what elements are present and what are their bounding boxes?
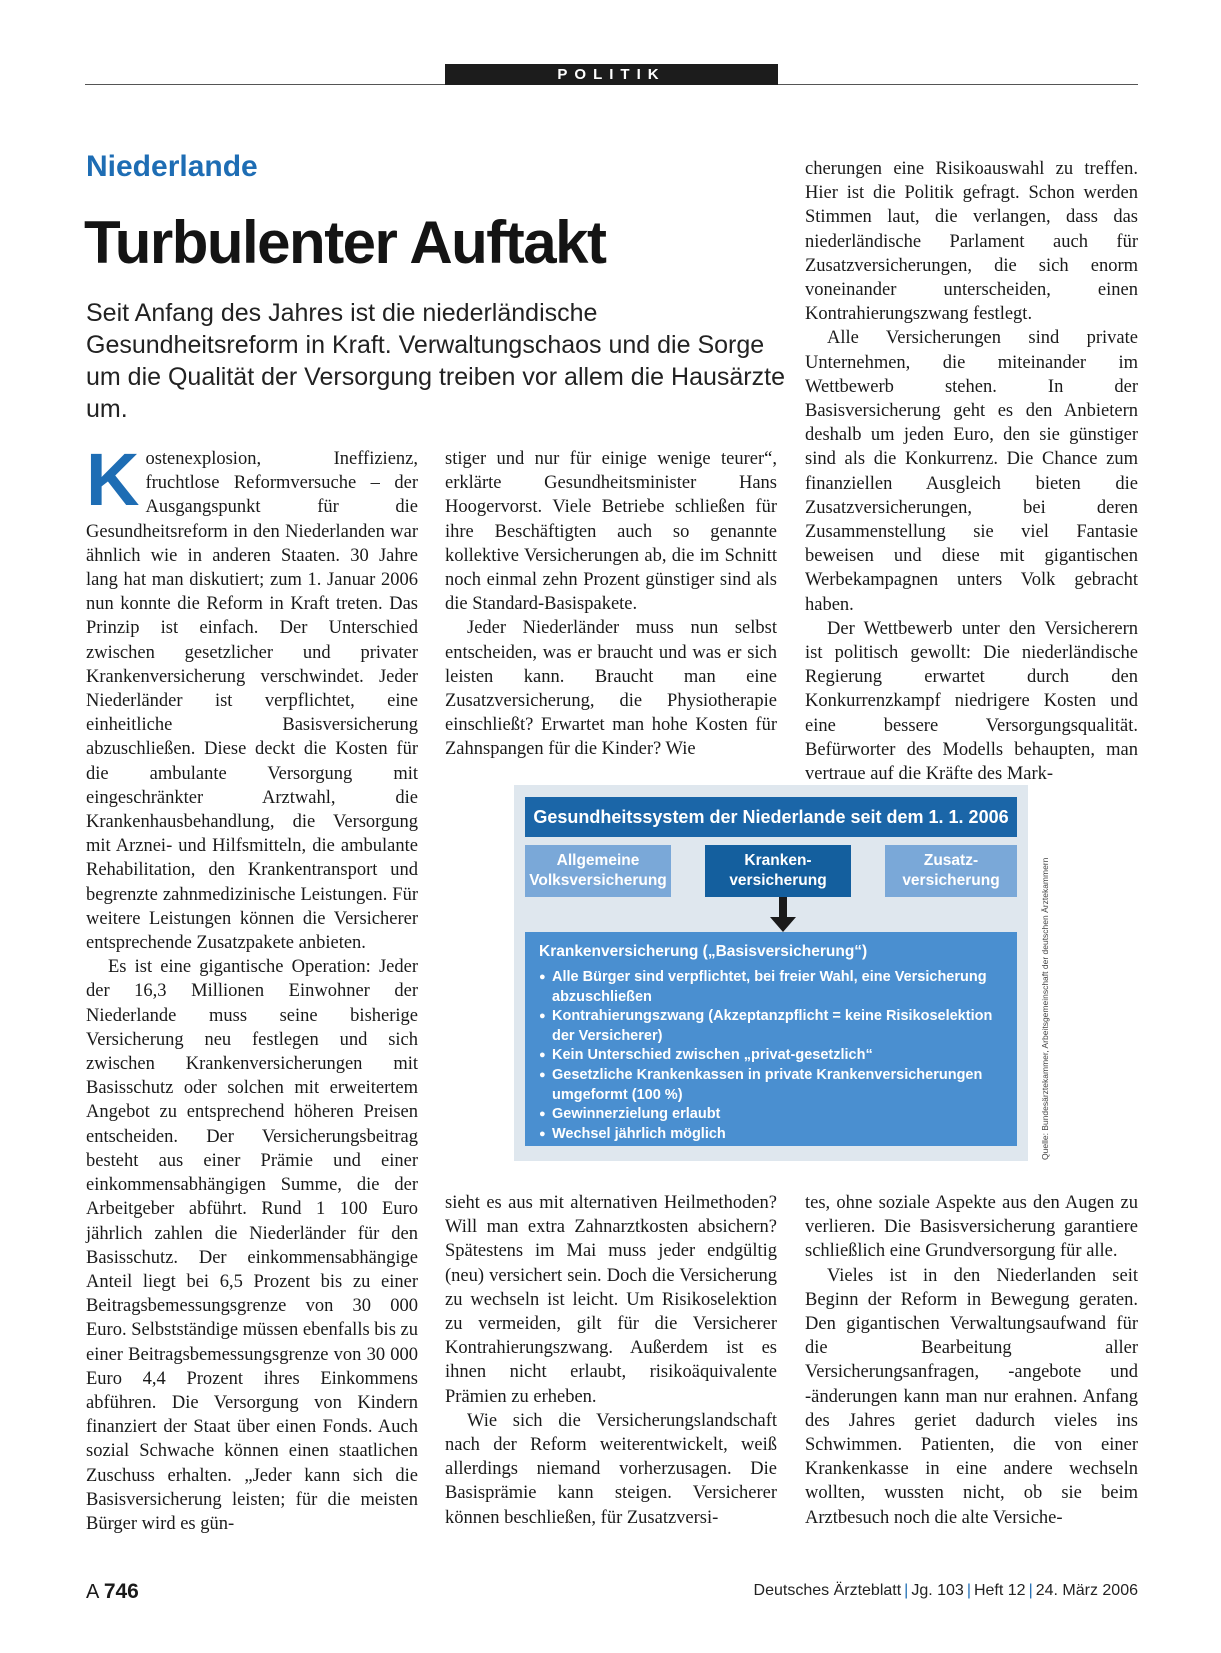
- drop-cap: K: [86, 438, 140, 521]
- list-item: ● Gewinnerzielung erlaubt: [539, 1105, 1009, 1125]
- page-number: A 746: [86, 1580, 139, 1603]
- paragraph: Alle Versicherungen sind private Unternehmen, die miteinander im Wettbewerb stehen. In der Basisversicherung geht es den Anbietern deshalb um jeden Euro, den sie günstiger sind als die Konkurrenz. Die Chance zum finanziellen Ausgleich bieten die Zusatzversicherungen, bei deren Zusammenstellung sie viel Fantasie beweisen und diese mit gigantischen Werbekampagnen unters Volk gebracht haben.: [805, 328, 1138, 615]
- journal-name: Deutsches Ärzteblatt: [753, 1582, 902, 1599]
- infographic: [514, 785, 1028, 1161]
- paragraph: Kostenexplosion, Ineffizienz, fruchtlose Reformversuche – der Ausgangspunkt für die Gesundheitsreform in den Niederlanden war ähnlich wie in anderen Staaten. 30 Jahre lang hat man diskutiert; zum 1. Januar 2006 nun konnte die Reform in Kraft treten. Das Prinzip ist einfach. Der Unterschied zwischen gesetzlicher und privater Krankenversicherung verschwindet. Jeder Niederländer ist verpflichtet, eine einheitliche Basisversicherung abzuschließen. Diese deckt die Kosten für die ambulante Versorgung mit eingeschränkter Arztwahl, die Krankenhausbehandlung, die Versorgung mit Arznei- und Hilfsmitteln, die ambulante Rehabilitation, den Krankentransport und begrenzte zahnmedizinische Leistungen. Für weitere Leistungen können die Versicherer entsprechende Zusatzpakete anbieten.: [86, 438, 418, 954]
- infographic-panel-title: Krankenversicherung („Basisversicherung“): [539, 943, 868, 960]
- paragraph: tes, ohne soziale Aspekte aus den Augen zu verlieren. Die Basisversicherung garantiere schließlich eine Grundversorgung für alle.: [805, 1193, 1138, 1262]
- paragraph: Vieles ist in den Niederlanden seit Beginn der Reform in Bewegung geraten. Den gigantischen Verwaltungsaufwand für die Bearbeitung aller Versicherungsanfragen, -angebote und -änderungen kann man nur erahnen. Anfang des Jahres geriet dadurch vieles ins Schwimmen. Patienten, die von einer Krankenkasse in eine andere wechseln wollten, wussten nicht, ob sie beim Arztbesuch noch die alte Versiche-: [805, 1265, 1138, 1528]
- column-2-top: [445, 447, 777, 762]
- article-headline: Turbulenter Auftakt: [84, 209, 606, 276]
- paragraph: sieht es aus mit alternativen Heilmethoden? Will man extra Zahnarztkosten absichern? Spätestens im Mai muss jeder endgültig (neu) versichert sein. Doch die Versicherung zu wechseln ist leicht. Um Risikoselektion zu vermeiden, gilt für die Versicherer Kontrahierungszwang. Außerdem ist es ihnen nicht erlaubt, risikoäquivalente Prämien zu erheben.: [445, 1193, 777, 1407]
- list-item: ● Alle Bürger sind verpflichtet, bei freier Wahl, eine Versicherung abzuschließen: [539, 968, 1009, 1007]
- infographic-source: Quelle: Bundesärztekammer, Arbeitsgemeinschaft der deutschen Ärztekammern: [1040, 857, 1050, 1160]
- column-1: [86, 438, 418, 1536]
- column-3-top: [805, 157, 1138, 786]
- paragraph: Es ist eine gigantische Operation: Jeder der 16,3 Millionen Einwohner der Niederlande muss seine bisherige Versicherung neu festlegen und sich zwischen Krankenversicherungen mit Basisschutz oder solchen mit erweitertem Angebot zu entsprechend höheren Preisen entscheiden. Der Versicherungsbeitrag besteht aus einer Prämie und einer einkommensabhängigen Summe, die der Arbeitgeber abführt. Rund 1 100 Euro jährlich zahlen die Niederländer für den Basisschutz. Der einkommensabhängige Anteil liegt bei 6,5 Prozent bis zu einer Beitragsbemessungsgrenze von 30 000 Euro. Selbstständige müssen ebenfalls bis zu einer Beitragsbemessungsgrenze von 30 000 Euro 4,4 Prozent ihres Einkommens abführen. Die Versorgung von Kindern finanziert der Staat über einen Fonds. Auch sozial Schwache können einen staatlichen Zuschuss erhalten. „Jeder kann sich die Basisversicherung leisten; für die meisten Bürger wird es gün-: [86, 957, 418, 1534]
- infographic-box-zusatzversicherung: Zusatz-versicherung: [885, 845, 1017, 897]
- list-item: ● Kein Unterschied zwischen „privat-gesetzlich“: [539, 1046, 1009, 1066]
- column-3-bottom: [805, 1191, 1138, 1530]
- list-item: ● Wechsel jährlich möglich: [539, 1125, 1009, 1145]
- infographic-box-krankenversicherung: Kranken-versicherung: [705, 845, 851, 897]
- infographic-box-volksversicherung: Allgemeine Volksversicherung: [525, 845, 671, 897]
- paragraph: Der Wettbewerb unter den Versicherern ist politisch gewollt: Die niederländische Regierung erwartet durch den Konkurrenzkampf niedrigere Kosten und eine bessere Versorgungsqualität. Befürworter des Modells behaupten, man vertraue auf die Kräfte des Mark-: [805, 618, 1138, 785]
- paragraph: Wie sich die Versicherungslandschaft nach der Reform weiterentwickelt, weiß allerdings niemand vorherzusagen. Die Basisprämie kann steigen. Versicherer können beschließen, für Zusatzversi-: [445, 1410, 777, 1528]
- list-item: ● Kontrahierungszwang (Akzeptanzpflicht = keine Risikoselektion der Versicherer): [539, 1007, 1009, 1046]
- column-2-bottom: [445, 1191, 777, 1530]
- infographic-panel: [525, 932, 1017, 1146]
- arrow-down-icon: [770, 897, 796, 933]
- journal-date: 24. März 2006: [1035, 1582, 1138, 1599]
- footer-citation: Deutsches Ärzteblatt | Jg. 103 | Heft 12 | 24. März 2006: [753, 1582, 1138, 1599]
- paragraph: cherungen eine Risikoauswahl zu treffen. Hier ist die Politik gefragt. Schon werden Stimmen laut, die verlangen, dass das niederländische Parlament auch für Zusatzversicherungen, die sich enorm voneinander unterscheiden, einen Kontrahierungszwang festlegt.: [805, 159, 1138, 325]
- article-lead: Seit Anfang des Jahres ist die niederländische Gesundheitsreform in Kraft. Verwaltungschaos und die Sorge um die Qualität der Versorgung treiben vor allem die Hausärzte um.: [86, 299, 785, 423]
- paragraph: stiger und nur für einige wenige teurer“, erklärte Gesundheitsminister Hans Hoogervorst. Viele Betriebe schließen für ihre Beschäftigten auch so genannte kollektive Versicherungen ab, die im Schnitt noch einmal zehn Prozent günstiger sind als die Standard-Basispakete.: [445, 449, 777, 615]
- journal-issue: Heft 12: [973, 1582, 1026, 1599]
- list-item: ● Gesetzliche Krankenkassen in private Krankenversicherungen umgeformt (100 %): [539, 1066, 1009, 1105]
- infographic-bullet-list: [539, 968, 1009, 1144]
- journal-volume: Jg. 103: [911, 1582, 964, 1599]
- article-kicker: Niederlande: [86, 150, 258, 183]
- infographic-title: Gesundheitssystem der Niederlande seit dem 1. 1. 2006: [525, 797, 1017, 837]
- paragraph: Jeder Niederländer muss nun selbst entscheiden, was er braucht und was er sich leisten kann. Braucht man eine Zusatzversicherung, die Physiotherapie einschließt? Erwartet man hohe Kosten für Zahnspangen für die Kinder? Wie: [445, 618, 777, 760]
- section-label: POLITIK: [445, 64, 778, 85]
